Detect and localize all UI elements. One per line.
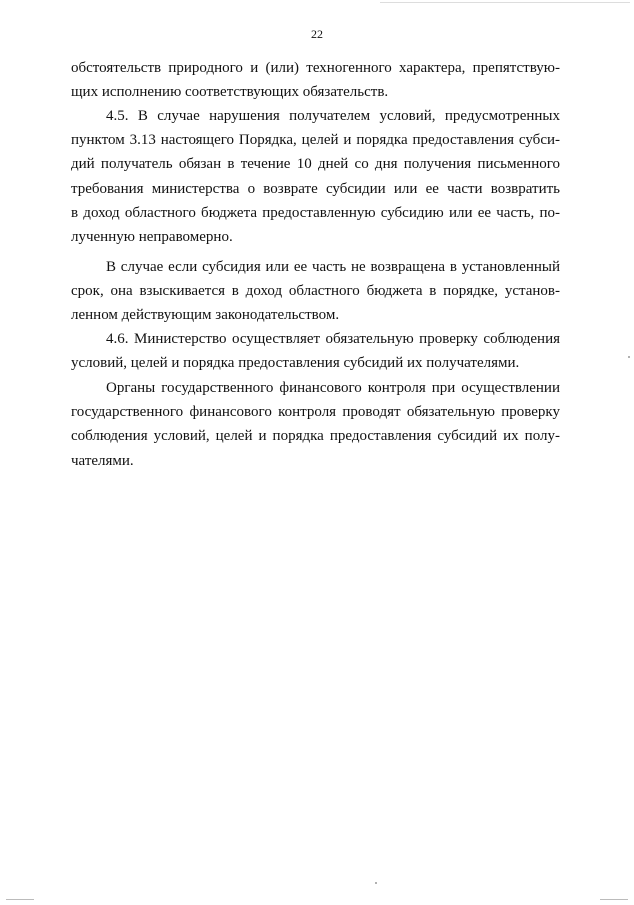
text-line: щих исполнению соответствующих обязательств.: [71, 84, 389, 101]
scan-speck: [375, 882, 377, 884]
text-line: ленном действующим законодательством.: [71, 307, 340, 324]
text-line: дий получатель обязан в течение 10 дней со дня получения письменного: [71, 156, 560, 173]
text-line: Органы государственного финансового контроля при осуществлении: [106, 380, 560, 396]
text-line: пунктом 3.13 настоящего Порядка, целей и порядка предоставления субси-: [71, 132, 560, 149]
scan-edge-mark-bottom: [6, 899, 34, 900]
text-line: лученную неправомерно.: [71, 229, 233, 246]
paragraph: [71, 255, 560, 328]
text-line: требования министерства о возврате субсидии или ее части возвратить: [71, 180, 560, 197]
paragraph: [71, 56, 560, 104]
paragraph: [71, 376, 560, 473]
scan-edge-mark-bottom-right: [600, 899, 628, 900]
paragraph: [71, 104, 560, 249]
text-line: соблюдения условий, целей и порядка предоставления субсидий их полу-: [71, 428, 560, 445]
text-line: государственного финансового контроля проводят обязательную проверку: [71, 404, 560, 421]
paragraph: [71, 327, 560, 375]
scan-edge-mark-top: [380, 2, 630, 3]
text-line: 4.5. В случае нарушения получателем условий, предусмотренных: [106, 108, 560, 124]
scan-speck: [628, 356, 630, 358]
text-line: чателями.: [71, 452, 134, 469]
text-line: обстоятельств природного и (или) техногенного характера, препятствую-: [71, 60, 560, 76]
text-line: условий, целей и порядка предоставления субсидий их получателями.: [71, 355, 520, 372]
text-line: в доход областного бюджета предоставленную субсидию или ее часть, по-: [71, 204, 560, 221]
page-number: 22: [311, 27, 323, 41]
text-line: срок, она взыскивается в доход областного бюджета в порядке, установ-: [71, 283, 560, 300]
text-line: В случае если субсидия или ее часть не возвращена в установленный: [106, 259, 560, 275]
text-line: 4.6. Министерство осуществляет обязательную проверку соблюдения: [106, 331, 560, 347]
